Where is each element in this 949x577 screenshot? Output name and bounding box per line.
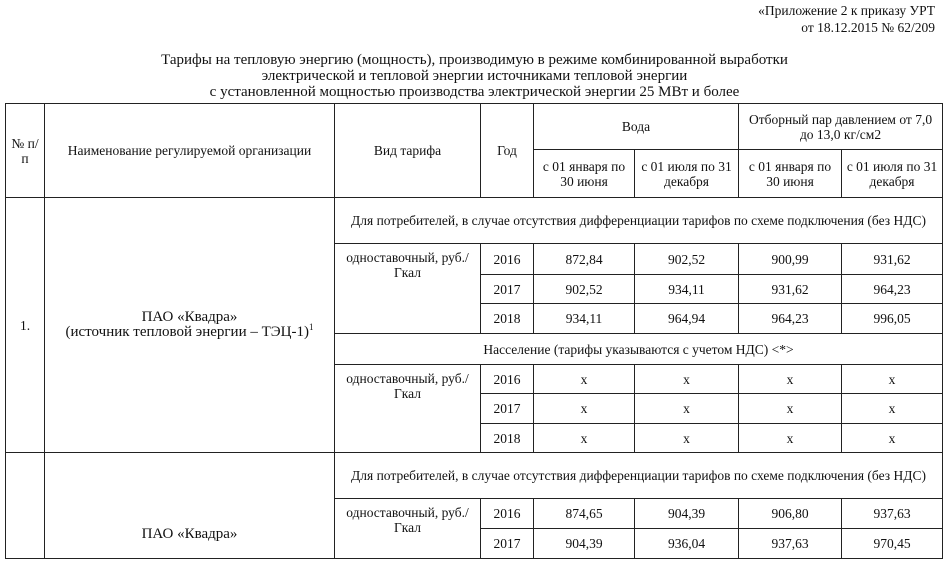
- value-cell: 902,52: [534, 275, 635, 304]
- tariff-table: [5, 103, 943, 559]
- header-period-1: с 01 января по 30 июня: [534, 150, 635, 198]
- value-cell: 904,39: [635, 499, 739, 529]
- year-cell: 2016: [481, 244, 534, 275]
- value-cell: x: [842, 365, 943, 394]
- value-cell: 934,11: [635, 275, 739, 304]
- org1-footnote: 1: [309, 322, 314, 332]
- header-num: № п/п: [6, 104, 45, 198]
- value-cell: x: [534, 424, 635, 453]
- org1-section2-tariff: одноставочный, руб./Гкал: [335, 365, 481, 453]
- value-cell: 902,52: [635, 244, 739, 275]
- org1-name-cell: [45, 198, 335, 453]
- org1-source-wrap: [48, 322, 331, 340]
- annex-line-2: от 18.12.2015 № 62/209: [801, 20, 935, 35]
- header-water: Вода: [534, 104, 739, 150]
- value-cell: 931,62: [739, 275, 842, 304]
- header-steam: Отборный пар давлением от 7,0 до 13,0 кг/см2: [739, 104, 943, 150]
- value-cell: 964,23: [739, 304, 842, 334]
- document-title: [0, 52, 949, 100]
- org2-name-cell: [45, 453, 335, 559]
- value-cell: 904,39: [534, 529, 635, 559]
- org1-section1-tariff: одноставочный, руб./Гкал: [335, 244, 481, 334]
- header-period-3: с 01 января по 30 июня: [739, 150, 842, 198]
- year-cell: 2017: [481, 394, 534, 424]
- value-cell: x: [739, 365, 842, 394]
- year-cell: 2018: [481, 424, 534, 453]
- org1-num: 1.: [6, 198, 45, 453]
- value-cell: 937,63: [739, 529, 842, 559]
- header-period-4: с 01 июля по 31 декабря: [842, 150, 943, 198]
- org2-num: [6, 453, 45, 559]
- header-tariff-type: Вид тарифа: [335, 104, 481, 198]
- value-cell: 936,04: [635, 529, 739, 559]
- value-cell: x: [534, 394, 635, 424]
- org2-name: ПАО «Квадра»: [141, 526, 238, 542]
- year-cell: 2016: [481, 365, 534, 394]
- year-cell: 2018: [481, 304, 534, 334]
- value-cell: 934,11: [534, 304, 635, 334]
- year-cell: 2016: [481, 499, 534, 529]
- value-cell: x: [534, 365, 635, 394]
- org2-section1-tariff: одноставочный, руб./Гкал: [335, 499, 481, 559]
- value-cell: x: [635, 365, 739, 394]
- annex-line-1: «Приложение 2 к приказу УРТ: [758, 3, 935, 18]
- org1-source: (источник тепловой энергии – ТЭЦ-1): [65, 324, 309, 340]
- org1-section1-label-row: [6, 198, 943, 244]
- value-cell: 970,45: [842, 529, 943, 559]
- header-year: Год: [481, 104, 534, 198]
- org1-section1-label: Для потребителей, в случае отсутствия дифференциации тарифов по схеме подключения (без НДС): [335, 198, 943, 244]
- header-row-1: [6, 104, 943, 150]
- title-line-3: с установленной мощностью производства электрической энергии 25 МВт и более: [209, 84, 740, 100]
- year-cell: 2017: [481, 275, 534, 304]
- value-cell: 996,05: [842, 304, 943, 334]
- value-cell: x: [635, 424, 739, 453]
- org2-section1-label: Для потребителей, в случае отсутствия дифференциации тарифов по схеме подключения (без НДС): [335, 453, 943, 499]
- value-cell: 874,65: [534, 499, 635, 529]
- year-cell: 2017: [481, 529, 534, 559]
- value-cell: 872,84: [534, 244, 635, 275]
- value-cell: x: [739, 424, 842, 453]
- value-cell: 906,80: [739, 499, 842, 529]
- annex-reference: [758, 2, 935, 36]
- value-cell: 964,23: [842, 275, 943, 304]
- org2-section1-label-row: [6, 453, 943, 499]
- value-cell: x: [842, 394, 943, 424]
- value-cell: x: [739, 394, 842, 424]
- value-cell: x: [842, 424, 943, 453]
- value-cell: 900,99: [739, 244, 842, 275]
- value-cell: x: [635, 394, 739, 424]
- header-period-2: с 01 июля по 31 декабря: [635, 150, 739, 198]
- value-cell: 937,63: [842, 499, 943, 529]
- org1-name: ПАО «Квадра»: [141, 309, 238, 325]
- header-org: Наименование регулируемой организации: [45, 104, 335, 198]
- value-cell: 931,62: [842, 244, 943, 275]
- title-line-2: электрической и тепловой энергии источниками тепловой энергии: [261, 68, 688, 84]
- org1-section2-label: Насселение (тарифы указываются с учетом НДС) <*>: [335, 334, 943, 365]
- title-line-1: Тарифы на тепловую энергию (мощность), производимую в режиме комбинированной выработки: [161, 52, 788, 68]
- value-cell: 964,94: [635, 304, 739, 334]
